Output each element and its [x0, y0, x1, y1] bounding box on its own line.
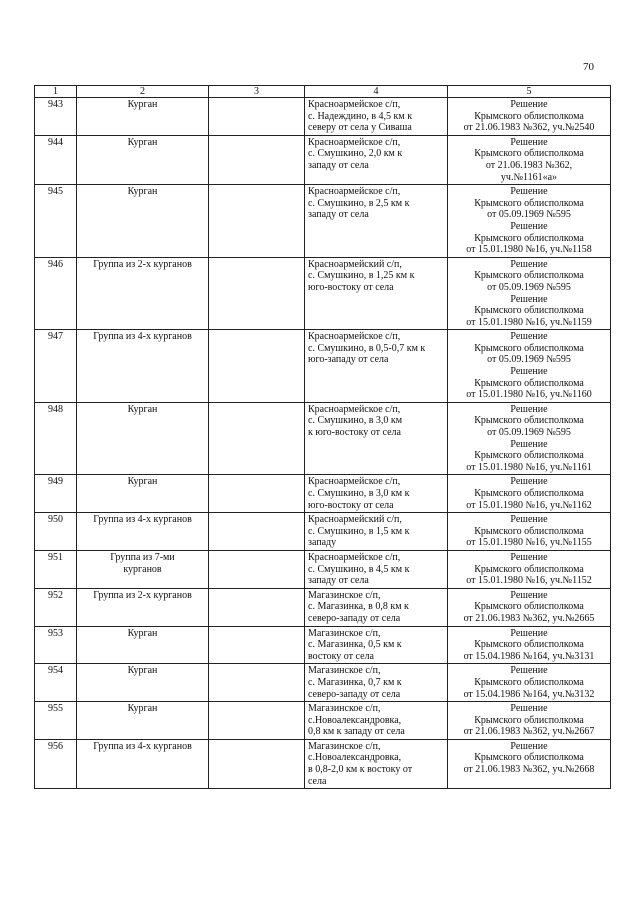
document-line: Крымского облисполкома	[474, 601, 584, 613]
row-number-cell: 951	[35, 550, 77, 588]
document-cell	[448, 475, 611, 513]
document-line: Крымского облисполкома	[474, 270, 584, 282]
location-line: Красноармейское с/п,	[308, 136, 401, 148]
table-row	[35, 664, 611, 702]
document-line: Крымского облисполкома	[474, 752, 584, 764]
document-line: Крымского облисполкома	[474, 563, 584, 575]
location-line: западу	[308, 537, 337, 549]
location-line: с.Новоалександровка,	[308, 714, 402, 726]
row-number-cell: 948	[35, 402, 77, 475]
row-number-cell: 956	[35, 739, 77, 788]
monument-name-cell	[77, 330, 209, 403]
row-number-cell: 943	[35, 98, 77, 136]
document-line: от 15.04.1986 №164, уч.№3132	[463, 688, 595, 700]
location-cell	[305, 626, 448, 664]
location-line: юго-западу от села	[308, 354, 389, 366]
document-line: от 15.01.1980 №16, уч.№1152	[466, 575, 592, 587]
monument-name-cell	[77, 664, 209, 702]
document-line: Решение	[510, 665, 548, 677]
monument-name-line: Группа из 2-х курганов	[93, 258, 192, 270]
monument-name-line: Курган	[127, 476, 158, 488]
document-line: от 15.01.1980 №16, уч.№1160	[466, 389, 592, 401]
document-cell	[448, 513, 611, 551]
location-cell	[305, 98, 448, 136]
table-row	[35, 330, 611, 403]
document-line: Крымского облисполкома	[474, 450, 584, 462]
location-line: западу от села	[308, 209, 369, 221]
column-header: 1	[35, 86, 77, 98]
location-cell	[305, 185, 448, 258]
location-line: Магазинское с/п,	[308, 589, 381, 601]
table-row	[35, 135, 611, 184]
document-line: Решение	[510, 220, 548, 232]
location-line: к юго-востоку от села	[308, 427, 401, 439]
document-line: Решение	[510, 589, 548, 601]
location-line: Красноармейское с/п,	[308, 476, 401, 488]
row-number-cell: 952	[35, 588, 77, 626]
document-line: от 15.01.1980 №16, уч.№1159	[466, 316, 592, 328]
document-line: Решение	[510, 136, 548, 148]
location-line: с. Смушкино, в 3,0 км к	[308, 488, 410, 499]
table-body	[35, 98, 611, 789]
row-number-cell: 955	[35, 702, 77, 740]
column-3-cell	[209, 513, 305, 551]
monument-name-line: Курган	[127, 703, 158, 715]
monument-name-line: Группа из 7-ми	[110, 551, 175, 563]
location-line: с. Магазинка, в 0,8 км к	[308, 601, 409, 613]
document-line: Крымского облисполкома	[474, 639, 584, 651]
document-cell	[448, 257, 611, 330]
column-3-cell	[209, 98, 305, 136]
document-cell	[448, 739, 611, 788]
column-3-cell	[209, 135, 305, 184]
row-number-cell: 946	[35, 257, 77, 330]
document-line: Крымского облисполкома	[474, 488, 584, 499]
page-number: 70	[583, 61, 594, 73]
monument-name-cell	[77, 402, 209, 475]
row-number-cell: 953	[35, 626, 77, 664]
monument-name-cell	[77, 588, 209, 626]
column-3-cell	[209, 550, 305, 588]
location-line: с. Смушкино, в 1,25 км к	[308, 270, 415, 282]
row-number-cell: 950	[35, 513, 77, 551]
document-line: от 05.09.1969 №595	[487, 281, 571, 293]
location-line: востоку от села	[308, 650, 374, 662]
column-3-cell	[209, 185, 305, 258]
location-line: с. Смушкино, в 1,5 км к	[308, 525, 410, 537]
document-cell	[448, 402, 611, 475]
document-line: от 05.09.1969 №595	[487, 427, 571, 439]
document-line: Решение	[510, 627, 548, 639]
document-line: Решение	[510, 258, 548, 270]
document-line: уч.№1161«а»	[500, 171, 558, 183]
monument-name-cell	[77, 98, 209, 136]
monument-name-cell	[77, 550, 209, 588]
column-header: 2	[77, 86, 209, 98]
column-header: 5	[448, 86, 611, 98]
location-cell	[305, 257, 448, 330]
document-cell	[448, 185, 611, 258]
document-line: Решение	[510, 703, 548, 715]
table-row	[35, 702, 611, 740]
document-line: Решение	[510, 551, 548, 563]
location-cell	[305, 513, 448, 551]
document-line: Решение	[510, 403, 548, 415]
monument-name-line: Группа из 4-х курганов	[93, 331, 192, 343]
monument-name-cell	[77, 739, 209, 788]
location-cell	[305, 550, 448, 588]
row-number-cell: 947	[35, 330, 77, 403]
location-line: Магазинское с/п,	[308, 703, 381, 715]
document-cell	[448, 135, 611, 184]
location-line: с. Смушкино, в 0,5-0,7 км к	[308, 342, 426, 354]
table-row	[35, 402, 611, 475]
location-line: села	[308, 775, 327, 787]
document-cell	[448, 550, 611, 588]
location-line: с. Смушкино, в 2,5 км к	[308, 197, 410, 209]
document-cell	[448, 98, 611, 136]
table-row	[35, 550, 611, 588]
column-3-cell	[209, 739, 305, 788]
document-line: Крымского облисполкома	[474, 377, 584, 389]
location-line: Красноармейское с/п,	[308, 551, 401, 563]
location-line: Красноармейский с/п,	[308, 514, 402, 526]
location-line: Красноармейское с/п,	[308, 331, 401, 343]
document-line: Крымского облисполкома	[474, 197, 584, 209]
monument-name-line: Курган	[127, 99, 158, 110]
column-3-cell	[209, 664, 305, 702]
document-line: Решение	[510, 99, 548, 110]
monument-name-line: Группа из 4-х курганов	[93, 740, 192, 752]
document-line: Решение	[510, 331, 548, 343]
column-3-cell	[209, 588, 305, 626]
location-line: Магазинское с/п,	[308, 665, 381, 677]
monument-name-cell	[77, 135, 209, 184]
document-line: от 15.01.1980 №16, уч.№1155	[466, 537, 592, 549]
location-line: в 0,8-2,0 км к востоку от	[308, 764, 413, 776]
column-3-cell	[209, 475, 305, 513]
location-line: с. Надеждино, в 4,5 км к	[308, 110, 413, 122]
document-line: Решение	[510, 366, 548, 378]
row-number-cell: 945	[35, 185, 77, 258]
location-line: с. Магазинка, 0,5 км к	[308, 639, 402, 651]
document-line: от 15.01.1980 №16, уч.№1162	[466, 499, 592, 511]
document-line: Решение	[510, 476, 548, 488]
table-row	[35, 739, 611, 788]
document-line: Решение	[510, 514, 548, 526]
document-cell	[448, 330, 611, 403]
row-number-cell: 944	[35, 135, 77, 184]
table-row	[35, 513, 611, 551]
document-cell	[448, 702, 611, 740]
monument-name-line: Группа из 4-х курганов	[93, 514, 192, 526]
document-line: Крымского облисполкома	[474, 676, 584, 688]
location-line: Магазинское с/п,	[308, 740, 381, 752]
document-line: Решение	[510, 186, 548, 198]
location-line: с. Смушкино, в 4,5 км к	[308, 563, 410, 575]
location-line: юго-востоку от села	[308, 499, 394, 511]
column-header: 3	[209, 86, 305, 98]
column-3-cell	[209, 402, 305, 475]
monument-name-cell	[77, 475, 209, 513]
document-line: от 15.01.1980 №16, уч.№1158	[466, 244, 592, 256]
table-row	[35, 626, 611, 664]
location-line: северо-западу от села	[308, 688, 401, 700]
location-line: Магазинское с/п,	[308, 627, 381, 639]
location-line: юго-востоку от села	[308, 281, 394, 293]
column-3-cell	[209, 257, 305, 330]
document-line: от 05.09.1969 №595	[487, 209, 571, 221]
document-cell	[448, 588, 611, 626]
document-line: от 15.04.1986 №164, уч.№3131	[463, 650, 595, 662]
monument-name-line: Курган	[127, 136, 158, 148]
document-line: от 21.06.1983 №362,	[485, 159, 573, 171]
document-line: Решение	[510, 293, 548, 305]
table-row	[35, 475, 611, 513]
location-line: Красноармейское с/п,	[308, 99, 401, 110]
table-header-row	[35, 86, 611, 98]
location-cell	[305, 135, 448, 184]
location-line: с.Новоалександровка,	[308, 752, 402, 764]
document-line: Крымского облисполкома	[474, 714, 584, 726]
location-line: с. Смушкино, 2,0 км к	[308, 148, 403, 160]
document-line: от 21.06.1983 №362, уч.№2540	[463, 122, 595, 134]
row-number-cell: 949	[35, 475, 77, 513]
column-3-cell	[209, 626, 305, 664]
location-line: северо-западу от села	[308, 612, 401, 624]
table-row	[35, 98, 611, 136]
document-line: Решение	[510, 740, 548, 752]
monument-name-line: Курган	[127, 627, 158, 639]
document-line: от 21.06.1983 №362, уч.№2667	[463, 726, 595, 738]
location-cell	[305, 664, 448, 702]
location-cell	[305, 588, 448, 626]
document-line: от 21.06.1983 №362, уч.№2665	[463, 612, 595, 624]
location-line: Красноармейский с/п,	[308, 258, 402, 270]
column-header: 4	[305, 86, 448, 98]
document-line: Крымского облисполкома	[474, 305, 584, 317]
monument-name-line: Курган	[127, 665, 158, 677]
location-line: с. Магазинка, 0,7 км к	[308, 676, 402, 688]
location-line: с. Смушкино, в 3,0 км	[308, 415, 403, 427]
monument-name-cell	[77, 626, 209, 664]
location-line: Красноармейское с/п,	[308, 403, 401, 415]
monument-name-cell	[77, 185, 209, 258]
location-cell	[305, 330, 448, 403]
column-3-cell	[209, 330, 305, 403]
monuments-table	[34, 85, 611, 789]
document-line: Крымского облисполкома	[474, 232, 584, 244]
location-cell	[305, 475, 448, 513]
document-line: Крымского облисполкома	[474, 342, 584, 354]
location-line: 0,8 км к западу от села	[308, 726, 405, 738]
table-row	[35, 588, 611, 626]
monument-name-line: Группа из 2-х курганов	[93, 589, 192, 601]
monument-name-cell	[77, 702, 209, 740]
document-cell	[448, 664, 611, 702]
row-number-cell: 954	[35, 664, 77, 702]
document-line: Крымского облисполкома	[474, 110, 584, 122]
location-line: западу от села	[308, 159, 369, 171]
location-cell	[305, 402, 448, 475]
document-line: от 05.09.1969 №595	[487, 354, 571, 366]
document-line: Крымского облисполкома	[474, 148, 584, 160]
column-3-cell	[209, 702, 305, 740]
location-cell	[305, 702, 448, 740]
monument-name-cell	[77, 513, 209, 551]
document-line: от 15.01.1980 №16, уч.№1161	[466, 461, 592, 473]
monument-name-line: Курган	[127, 186, 158, 198]
monument-name-cell	[77, 257, 209, 330]
table-row	[35, 257, 611, 330]
monument-name-line: курганов	[123, 563, 162, 575]
monument-name-line: Курган	[127, 403, 158, 415]
document-cell	[448, 626, 611, 664]
document-line: Крымского облисполкома	[474, 525, 584, 537]
document-line: Крымского облисполкома	[474, 415, 584, 427]
document-line: Решение	[510, 438, 548, 450]
location-line: западу от села	[308, 575, 369, 587]
location-cell	[305, 739, 448, 788]
location-line: Красноармейское с/п,	[308, 186, 401, 198]
document-line: от 21.06.1983 №362, уч.№2668	[463, 764, 595, 776]
location-line: северу от села у Сиваша	[308, 122, 412, 134]
table-row	[35, 185, 611, 258]
